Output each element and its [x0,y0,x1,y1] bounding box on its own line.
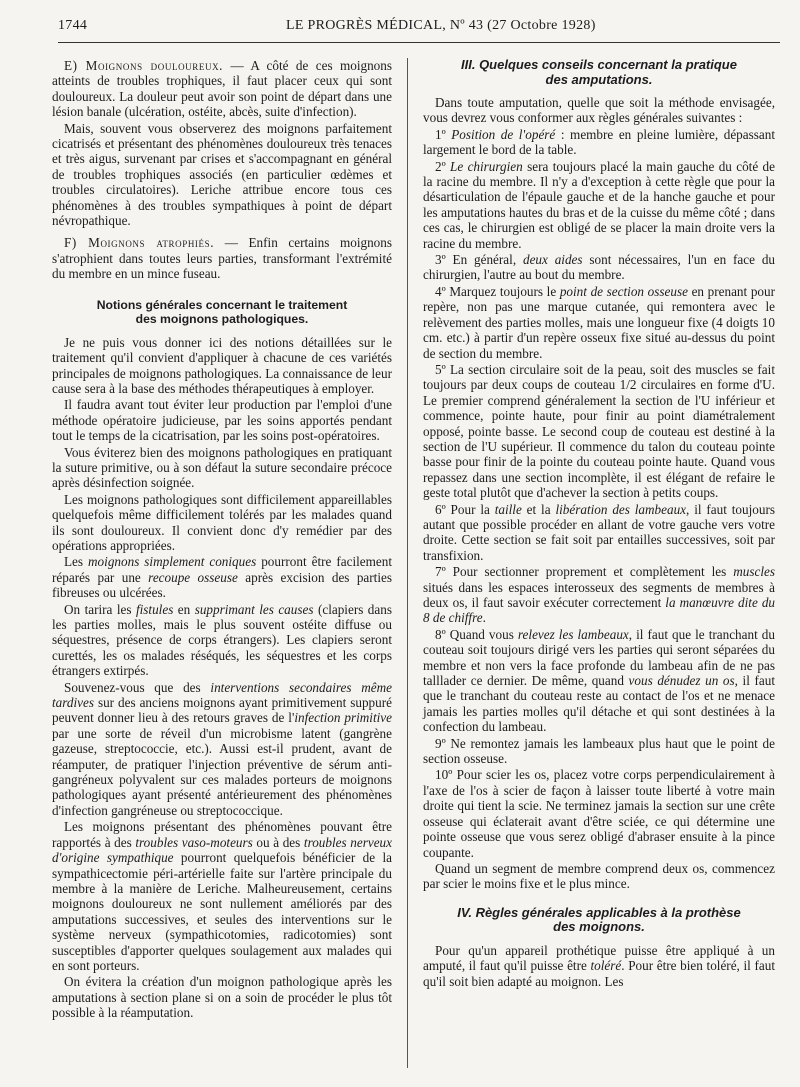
rule-item: 9º Ne remontez jamais les lambeaux plus haut que le point de section osseuse. [423,735,775,767]
paragraph: Quand un segment de membre comprend deux os, commencez par scier le moins fixe et le plus mince. [423,860,775,892]
paragraph: Pour qu'un appareil prothétique puisse être appliqué à un amputé, il faut qu'il puisse être toléré. Pour être bien toléré, il faut qu'il soit bien adapté au moignon. Les [423,942,775,989]
paragraph: Il faudra avant tout éviter leur production par l'emploi d'une méthode opératoire judicieuse, par les soins apportés pendant tout le temps de la cicatrisation, par les soins post-opératoires. [52,397,392,444]
left-column [52,58,392,1021]
paragraph: Vous éviterez bien des moignons pathologiques en pratiquant la suture primitive, ou à son défaut la suture secondaire précoce après désinfection soignée. [52,444,392,491]
paragraph: Je ne puis vous donner ici des notions détaillées sur le traitement qu'il convient d'appliquer à chacune de ces variétés principales de moignons pathologiques. La connaissance de leur cause sera à la base des méthodes thérapeutiques à employer. [52,334,392,396]
paragraph: Les moignons simplement coniques pourront être facilement réparés par une recoupe osseuse après excision des parties fibreuses ou ulcérées. [52,554,393,601]
rule-item: 2º Le chirurgien sera toujours placé la main gauche du côté de la racine du membre. Il n'y a d'exception à cette règle que pour la désarticulation de l'épaule gauche et de la hanche gauche et pour les amputations hautes du bras et de la cuisse du même côté ; dans ces cas, le chirurgien est obligé de se placer la main droite vers la racine du membre. [423,158,775,251]
rule-item: 8º Quand vous relevez les lambeaux, il faut que le tranchant du couteau soit toujours dirigé vers les parties qui seront séparées du membre et non vers la face profonde du lambeau afin de ne pas talllader ce dernier. De même, quand vous dénudez un os, il faut que le tranchant du couteau reste au contact de l'os et ne menace jamais les parties molles qu'il détache et qui sont destinées à la confection du lambeau. [423,626,775,735]
page-header [58,18,780,38]
rule-item: 5º La section circulaire soit de la peau, soit des muscles se fait toujours par deux coups de couteau 1/2 circulaires en forme d'U. Le premier comprend généralement la section de l'U inférieur et commence, pointe haute, pour finir au point diamétralement opposé, pointe basse. Le second coup de couteau est destiné à la section de l'U supérieur. Il commence du talon du couteau pointe basse pour finir de la pointe du couteau pointe haute. Quand vous repassez dans une section incomplète, il est élégant de refaire le geste total plutôt que d'achever la section à petits coups. [423,361,775,501]
section-heading-traitement: Notions générales concernant le traitement des moignons pathologiques. [96,297,348,326]
column-divider [407,58,408,1068]
paragraph: Dans toute amputation, quelle que soit la méthode envisagée, vous devrez vous conformer aux règles générales suivantes : [423,95,775,126]
header-rule [58,42,780,43]
rule-item: 3º En général, deux aides sont nécessaires, l'un en face du chirurgien, l'autre au bout du membre. [423,252,776,283]
page-number: 1744 [58,18,88,33]
section-heading-iii: III. Quelques conseils concernant la pratique des amputations. [461,57,737,87]
paragraph: On tarira les fistules en supprimant les causes (clapiers dans les parties molles, mais le plus souvent ostéite diffuse ou séquestres, présence de corps étrangers). Les clapiers seront curettés, les os malades réséqués, les séquestres et les corps étrangers extirpés. [52,601,392,679]
running-title: LE PROGRÈS MÉDICAL, Nº 43 (27 Octobre 1928) [286,18,596,33]
paragraph: On évitera la création d'un moignon pathologique après les amputations à section plane si on a soin de procéder le plus tôt possible à la réamputation. [52,974,392,1021]
paragraph: Mais, souvent vous observerez des moignons parfaitement cicatrisés et présentant des phénomènes douloureux très tenaces et très aigus, survenant par crises et s'accompagnant en général de troubles trophiques associés (en particulier œdèmes et troubles circulatoires). Leriche attribue encore tous ces phénomènes à des troubles sympathiques à point de départ névropathique. [52,120,392,229]
rule-item: 4º Marquez toujours le point de section osseuse en prenant pour repère, non pas une marque cutanée, qui remontera avec le relèvement des parties molles, mais une longueur fixe (4 doigts 10 cm. etc.) à partir d'un repère osseux fixe situé au-dessus du point de section du membre. [423,283,775,361]
subsection-title-f: F) Moignons atrophiés. [64,235,215,251]
paragraph-moignons-atrophies: F) Moignons atrophiés. — Enfin certains moignons s'atrophient dans toutes leurs parties, transformant l'extrémité du membre en un mince fuseau. [52,235,392,282]
paragraph-moignons-douloureux: E) Moignons douloureux. — A côté de ces moignons atteints de troubles trophiques, il faut placer ceux qui sont douloureux. La douleur peut avoir son point de départ dans une lésion banale (ulcération, ostéite, abcès, suite d'infection). [52,58,393,120]
section-heading-iv: IV. Règles générales applicables à la prothèse des moignons. [457,904,741,935]
rule-item: 1º Position de l'opéré : membre en pleine lumière, dépassant largement le bord de la table. [423,126,775,158]
paragraph: Les moignons pathologiques sont difficilement appareillables quelquefois même difficilement tolérés par les malades quand ils sont douloureux. Il convient donc d'y remédier par des opérations appropriées. [52,491,392,553]
paragraph: Souvenez-vous que des interventions secondaires même tardives sur des anciens moignons ayant primitivement suppuré peuvent donner lieu à des retours graves de l'infection primitive par une sorte de réveil d'un microbisme latent (gangrène gazeuse, streptococcie, etc.). Aussi est-il prudent, avant de réamputer, de pratiquer l'injection préventive de sérum anti-gangréneux polyvalent sur ces malades porteurs de moignons pathologiques ayant présenté antérieurement des phénomènes d'infection gangréneuse ou streptococcique. [52,679,392,818]
subsection-title-e: E) Moignons douloureux. [64,58,224,73]
rule-item: 10º Pour scier les os, placez votre corps perpendiculairement à l'axe de l'os à scier de façon à laisser toute liberté à votre main droite qui tient la scie. Ne terminez jamais la section sur une crête osseuse qui éclaterait avant d'être sciée, ce qui détermine une pointe osseuse que vous serez obligé d'abraser ensuite à la pince coupante. [423,767,775,860]
right-column [423,58,775,989]
rule-item: 6º Pour la taille et la libération des lambeaux, il faut toujours autant que possible procéder en allant de votre gauche vers votre droite. Cette section se fait soit par entailles successives, soit par transfixion. [423,501,775,563]
paragraph: Les moignons présentant des phénomènes pouvant être rapportés à des troubles vaso-moteurs ou à des troubles nerveux d'origine sympathique pourront quelquefois bénéficier de la sympathicectomie péri-artérielle faite sur l'artère principale du membre à la manière de Leriche. Malheureusement, certains moignons douloureux ne sont nullement améliorés par des amputations successives, et seules des interventions sur le système nerveux (sympathicotomies, radicotomies) sont susceptibles d'apporter quelques soulagement aux malades qui en sont porteurs. [52,819,393,973]
rule-item: 7º Pour sectionner proprement et complètement les muscles situés dans les espaces interosseux des segments de membres à deux os, il faut savoir exécuter correctement la manœuvre dite du 8 de chiffre. [423,564,776,626]
